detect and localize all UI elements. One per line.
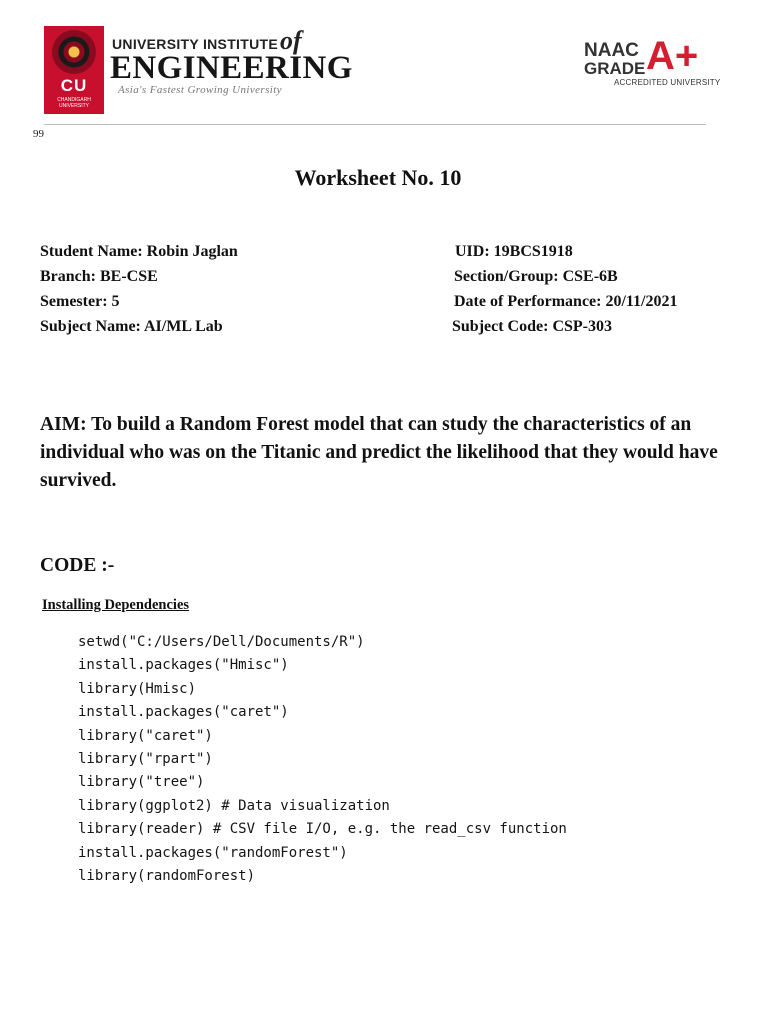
code-line: install.packages("randomForest") bbox=[78, 844, 348, 861]
institute-name-main: ENGINEERING bbox=[110, 50, 353, 86]
subject-name: Subject Name: AI/ML Lab bbox=[40, 318, 223, 335]
institute-tagline: Asia's Fastest Growing University bbox=[118, 84, 282, 96]
code-heading: CODE :- bbox=[40, 555, 115, 576]
university-logo bbox=[44, 26, 104, 114]
date-of-performance: Date of Performance: 20/11/2021 bbox=[454, 293, 678, 310]
header-divider bbox=[44, 124, 706, 125]
student-section: Section/Group: CSE-6B bbox=[454, 268, 618, 285]
code-line: library(randomForest) bbox=[78, 868, 256, 885]
code-block bbox=[78, 631, 567, 888]
student-uid: UID: 19BCS1918 bbox=[455, 243, 573, 260]
naac-grade-label: GRADE bbox=[584, 59, 646, 78]
logo-mark: CU bbox=[60, 76, 88, 95]
institute-name-top: UNIVERSITY INSTITUTE bbox=[112, 36, 278, 52]
code-line: library("rpart") bbox=[78, 751, 213, 768]
naac-grade-value: A+ bbox=[646, 34, 699, 78]
logo-subtext: CHANDIGARH UNIVERSITY bbox=[57, 97, 91, 109]
university-seal-icon bbox=[52, 30, 96, 74]
student-semester: Semester: 5 bbox=[40, 293, 120, 310]
naac-label: NAAC bbox=[584, 40, 639, 61]
naac-accredited-label: ACCREDITED UNIVERSITY bbox=[614, 78, 721, 87]
aim-statement: AIM: To build a Random Forest model that can study the characteristics of an individual who was on the Titanic and predict the likelihood that they would have survived. bbox=[40, 414, 718, 491]
code-line: library(reader) # CSV file I/O, e.g. the read_csv function bbox=[78, 821, 567, 838]
code-line: library(Hmisc) bbox=[78, 680, 197, 697]
code-line: library("tree") bbox=[78, 774, 205, 791]
subject-code: Subject Code: CSP-303 bbox=[452, 318, 612, 335]
page-number: 99 bbox=[33, 128, 44, 140]
student-name: Student Name: Robin Jaglan bbox=[40, 243, 238, 260]
section-heading-installing-dependencies: Installing Dependencies bbox=[42, 597, 190, 613]
code-line: library(ggplot2) # Data visualization bbox=[78, 797, 390, 814]
worksheet-title: Worksheet No. 10 bbox=[294, 165, 462, 190]
code-line: library("caret") bbox=[78, 727, 213, 744]
code-line: install.packages("Hmisc") bbox=[78, 657, 289, 674]
code-line: install.packages("caret") bbox=[78, 704, 289, 721]
code-line: setwd("C:/Users/Dell/Documents/R") bbox=[78, 634, 365, 650]
student-branch: Branch: BE-CSE bbox=[40, 268, 158, 285]
institute-name-of: of bbox=[280, 26, 302, 55]
